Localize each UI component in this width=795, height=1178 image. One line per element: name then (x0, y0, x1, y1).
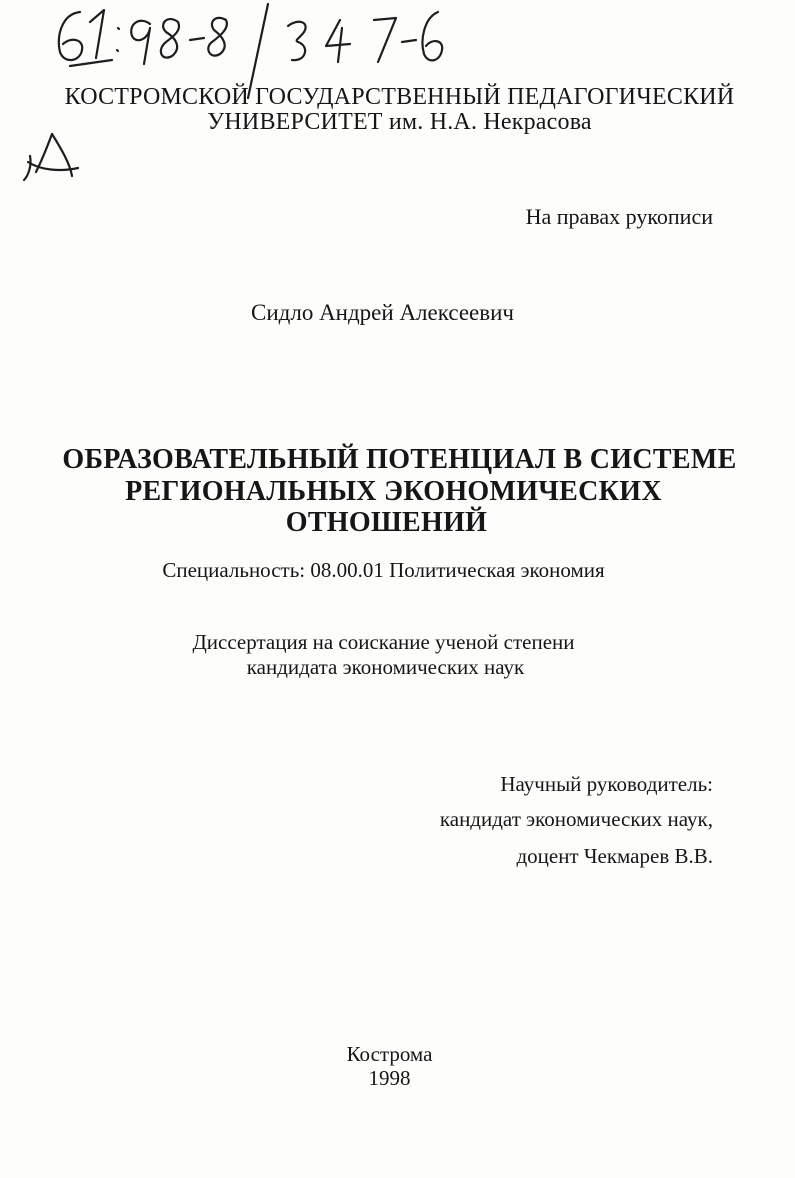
title-line1: ОБРАЗОВАТЕЛЬНЫЙ ПОТЕНЦИАЛ В СИСТЕМЕ (62, 444, 737, 475)
supervisor-degree: кандидат экономических наук, (439, 807, 713, 831)
title-line3: ОТНОШЕНИЙ (285, 507, 488, 538)
university-name-line2: УНИВЕРСИТЕТ им. Н.А. Некрасова (207, 109, 592, 135)
supervisor-name: доцент Чекмарев В.В. (516, 844, 713, 868)
city: Кострома (346, 1042, 433, 1066)
title-line2: РЕГИОНАЛЬНЫХ ЭКОНОМИЧЕСКИХ (125, 476, 662, 507)
dissertation-line2: кандидата экономических наук (246, 655, 525, 679)
university-name-line1: КОСТРОМСКОЙ ГОСУДАРСТВЕННЫЙ ПЕДАГОГИЧЕСКИЙ (64, 84, 735, 110)
specialty: Специальность: 08.00.01 Политическая экономия (162, 558, 605, 582)
rights-note: На правах рукописи (525, 204, 713, 229)
supervisor-heading: Научный руководитель: (500, 772, 713, 796)
author-name: Сидло Андрей Алексеевич (250, 300, 514, 325)
dissertation-line1: Диссертация на соискание ученой степени (192, 630, 575, 654)
year: 1998 (368, 1066, 411, 1090)
